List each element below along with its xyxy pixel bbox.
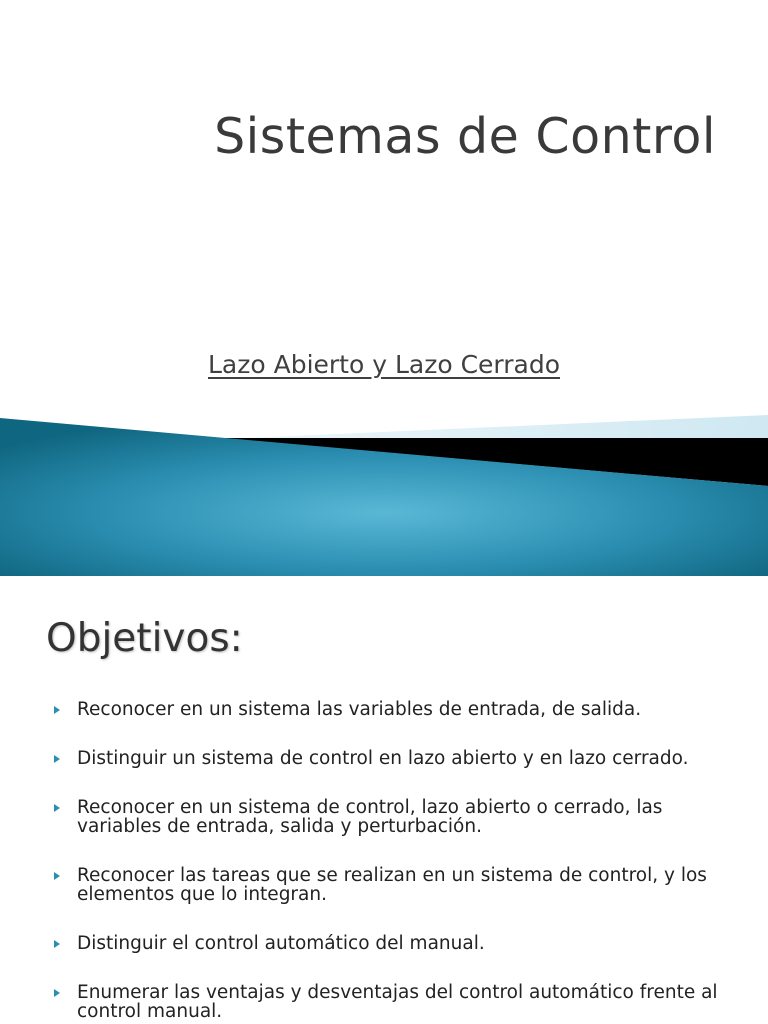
objectives-heading: Objetivos: <box>46 616 243 661</box>
list-item <box>0 749 768 768</box>
list-item-text: Distinguir el control automático del manual. <box>77 933 485 954</box>
banner-pale-band <box>200 415 768 440</box>
list-item <box>0 866 768 904</box>
list-item <box>0 934 768 953</box>
objectives-list <box>0 700 768 1024</box>
objectives-slide <box>0 576 768 1024</box>
triangle-bullet-icon <box>54 989 60 997</box>
list-item-text: Reconocer las tareas que se realizan en un sistema de control, y los elementos que lo integran. <box>77 865 707 905</box>
list-item-text: Reconocer en un sistema las variables de entrada, de salida. <box>77 699 642 720</box>
triangle-bullet-icon <box>54 940 60 948</box>
decorative-banner <box>0 410 768 576</box>
list-item <box>0 798 768 836</box>
list-item <box>0 983 768 1021</box>
slide-subtitle: Lazo Abierto y Lazo Cerrado <box>207 350 561 379</box>
list-item-text: Enumerar las ventajas y desventajas del control automático frente al control manual. <box>77 982 718 1022</box>
list-item <box>0 700 768 719</box>
triangle-bullet-icon <box>54 755 60 763</box>
list-item-text: Distinguir un sistema de control en lazo abierto y en lazo cerrado. <box>77 748 689 769</box>
triangle-bullet-icon <box>54 872 60 880</box>
list-item-text: Reconocer en un sistema de control, lazo abierto o cerrado, las variables de entrada, salida y perturbación. <box>77 797 663 837</box>
triangle-bullet-icon <box>54 804 60 812</box>
triangle-bullet-icon <box>54 706 60 714</box>
slide-title: Sistemas de Control <box>214 108 716 165</box>
